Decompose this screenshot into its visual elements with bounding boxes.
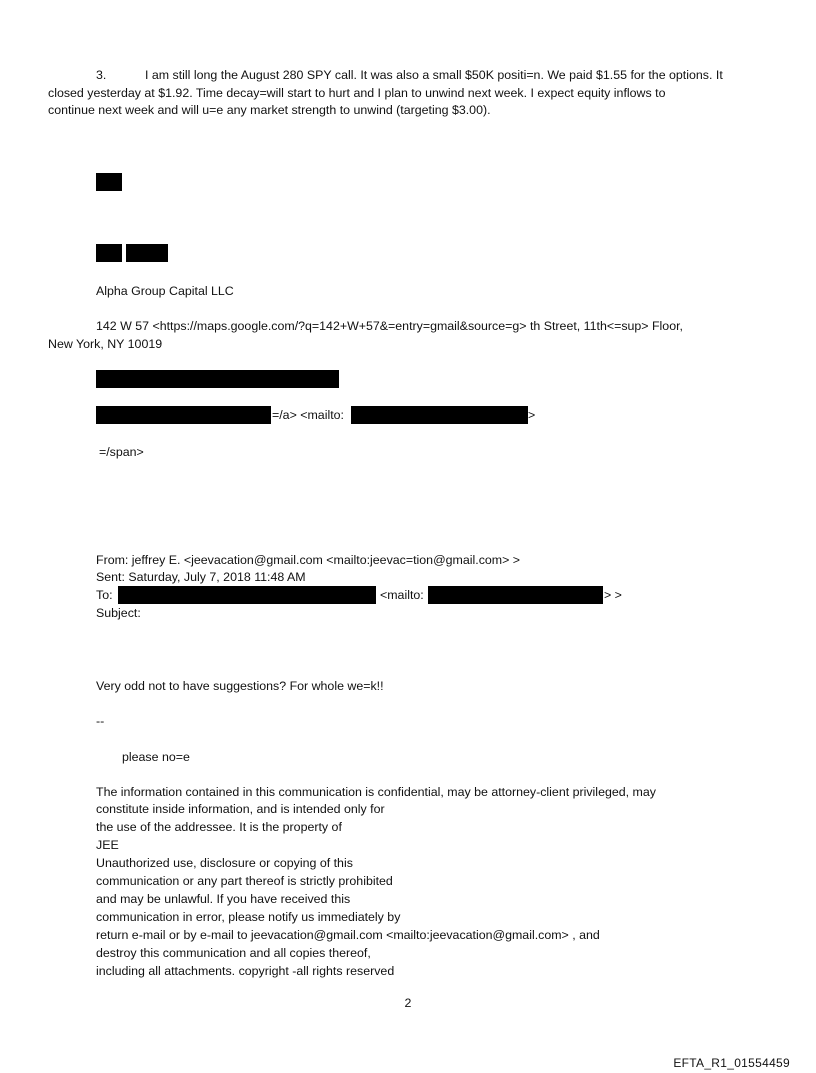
disclaimer-line: destroy this communication and all copies thereof,: [96, 946, 371, 960]
disclaimer-line: Unauthorized use, disclosure or copying of this: [96, 856, 353, 870]
signature-dashes: --: [96, 714, 105, 728]
disclaimer-line: JEE: [96, 838, 119, 852]
document-id: EFTA_R1_01554459: [673, 1056, 790, 1070]
header-from: From: jeffrey E. <jeevacation@gmail.com <mailto:jeevac=tion@gmail.com> >: [96, 553, 521, 567]
item-number: 3.: [96, 68, 107, 82]
header-subject: Subject:: [96, 606, 141, 620]
redaction-block: [351, 406, 528, 424]
mailto-end: >: [528, 408, 536, 422]
header-sent: Sent: Saturday, July 7, 2018 11:48 AM: [96, 570, 306, 584]
disclaimer-line: communication or any part thereof is strictly prohibited: [96, 874, 393, 888]
disclaimer-line: return e-mail or by e-mail to jeevacation@gmail.com <mailto:jeevacation@gmail.com> , and: [96, 928, 600, 942]
span-close-text: =/span>: [99, 445, 144, 459]
redaction-block: [96, 406, 271, 424]
disclaimer-line: The information contained in this communication is confidential, may be attorney-client privileged, may: [96, 785, 656, 799]
redaction-block: [96, 244, 122, 262]
header-to-mailto: <mailto:: [380, 588, 424, 602]
redaction-block: [96, 173, 122, 191]
header-to-label: To:: [96, 588, 113, 602]
disclaimer-line: and may be unlawful. If you have received this: [96, 892, 351, 906]
disclaimer-line: constitute inside information, and is intended only for: [96, 802, 385, 816]
redaction-block: [126, 244, 168, 262]
disclaimer-line: including all attachments. copyright -all rights reserved: [96, 964, 395, 978]
redaction-block: [428, 586, 603, 604]
mailto-text: =/a> <mailto:: [272, 408, 344, 422]
disclaimer-line: communication in error, please notify us immediately by: [96, 910, 401, 924]
redaction-block: [118, 586, 376, 604]
company-name: Alpha Group Capital LLC: [96, 284, 234, 298]
message-body: Very odd not to have suggestions? For whole we=k!!: [96, 679, 384, 693]
redaction-block: [96, 370, 339, 388]
disclaimer-line: the use of the addressee. It is the property of: [96, 820, 342, 834]
page-number: 2: [404, 996, 412, 1010]
item3-line-2: closed yesterday at $1.92. Time decay=will start to hurt and I plan to unwind next week. I expect equity inflows to: [48, 86, 666, 100]
item3-line-1: I am still long the August 280 SPY call. It was also a small $50K positi=n. We paid $1.55 for the options. It: [145, 68, 723, 82]
please-note: please no=e: [122, 750, 190, 764]
item3-line-3: continue next week and will u=e any market strength to unwind (targeting $3.00).: [48, 103, 491, 117]
header-to-end: > >: [604, 588, 622, 602]
address-line-1: 142 W 57 <https://maps.google.com/?q=142+W+57&=entry=gmail&source=g> th Street, 11th<=sup> Floor,: [96, 319, 683, 333]
address-line-2: New York, NY 10019: [48, 337, 163, 351]
